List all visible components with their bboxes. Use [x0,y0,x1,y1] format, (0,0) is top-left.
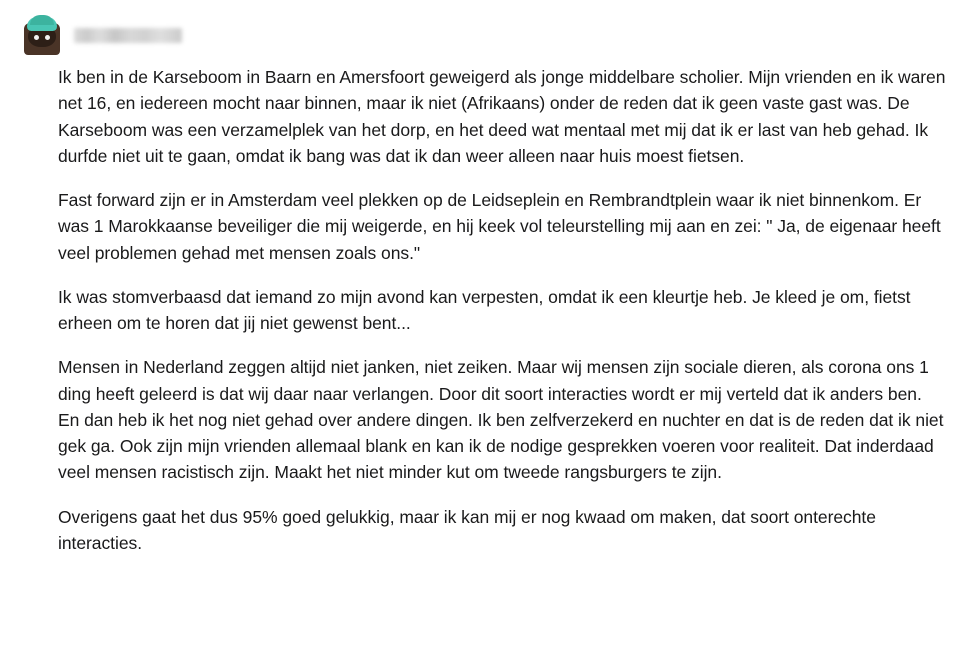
post-body [20,58,959,556]
username-redacted[interactable] [74,28,182,43]
reddit-avatar-icon[interactable] [24,15,60,55]
post-paragraph: Ik was stomverbaasd dat iemand zo mijn avond kan verpesten, omdat ik een kleurtje heb. Je kleed je om, fietst erheen om te horen dat jij niet gewenst bent... [58,286,911,333]
post-paragraph: Overigens gaat het dus 95% goed gelukkig, maar ik kan mij er nog kwaad om maken, dat soort onterechte interacties. [58,506,876,553]
post-paragraph: Fast forward zijn er in Amsterdam veel plekken op de Leidseplein en Rembrandtplein waar ik niet binnenkom. Er was 1 Marokkaanse beveiliger die mij weigerde, en hij keek vol teleurstelling mij aan en zei: " Ja, de eigenaar heeft veel problemen gehad met mensen zoals ons." [58,190,941,263]
avatar-eye-left [34,35,39,40]
post-paragraph: Mensen in Nederland zeggen altijd niet janken, niet zeiken. Maar wij mensen zijn sociale dieren, als corona ons 1 ding heeft geleerd is dat wij daar naar verlangen. Door dit soort interacties wordt er mij verteld dat ik anders ben. En dan heb ik het nog niet gehad over andere dingen. Ik ben zelfverzekerd en nuchter en dat is de reden dat ik niet gek ga. Ook zijn mijn vrienden allemaal blank en kan ik de nodige gesprekken voeren voor realiteit. Dat inderdaad veel mensen racistisch zijn. Maakt het niet minder kut om tweede rangsburgers te zijn. [58,357,944,483]
avatar-hair-top-shape [30,15,54,25]
post-header [20,12,959,58]
post-paragraph: Ik ben in de Karseboom in Baarn en Amersfoort geweigerd als jonge middelbare scholier. Mijn vrienden en ik waren net 16, en iedereen mocht naar binnen, maar ik niet (Afrikaans) onder de reden dat ik geen vaste gast was. De Karseboom was een verzamelplek van het dorp, en het deed wat mentaal met mij dat ik er last van heb gehad. Ik durfde niet uit te gaan, omdat ik bang was dat ik dan weer alleen naar huis moest fietsen. [58,67,946,166]
avatar-eye-right [45,35,50,40]
